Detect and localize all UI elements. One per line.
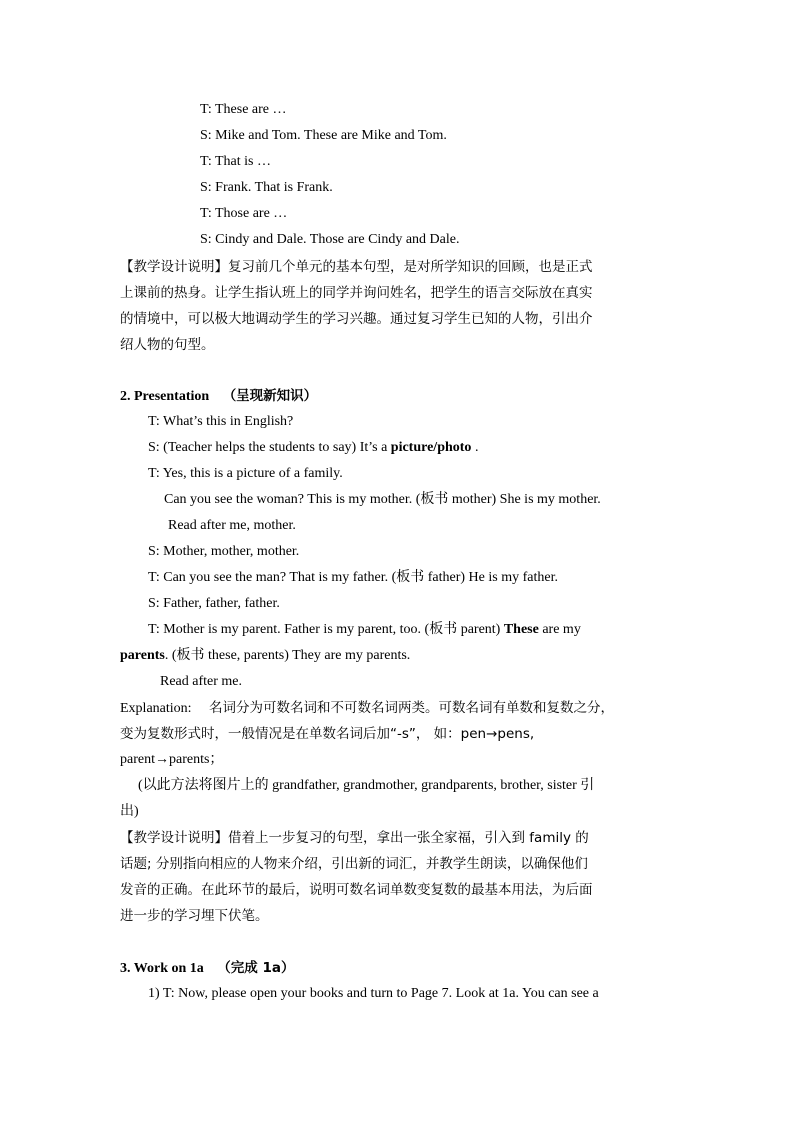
design-note-line: 发音的正确。在此环节的最后，说明可数名词单数变复数的最基本用法，为后面 xyxy=(120,882,593,898)
dialogue-line: T: Those are … xyxy=(200,206,288,221)
section-heading-text: 3. Work on 1a xyxy=(120,961,204,976)
dialogue-line: S: Cindy and Dale. Those are Cindy and Dale. xyxy=(200,232,460,247)
dialogue-text: S: (Teacher helps the students to say) It’s a xyxy=(148,440,391,455)
design-note-line: 绍人物的句型。 xyxy=(120,337,215,353)
section-heading-presentation xyxy=(120,386,317,407)
explanation-line: 变为复数形式时，一般情况是在单数名词后加“-s”， 如：pen→pens, xyxy=(120,726,535,742)
design-note-line: 【教学设计说明】借着上一步复习的句型，拿出一张全家福，引入到 family 的 xyxy=(120,830,589,846)
dialogue-line: Read after me, mother. xyxy=(168,518,296,533)
dialogue-line: T: Yes, this is a picture of a family. xyxy=(148,466,343,481)
dialogue-text: . xyxy=(471,440,479,455)
dialogue-line: T: Can you see the man? That is my father. (板书 father) He is my father. xyxy=(148,570,558,585)
dialogue-line: Can you see the woman? This is my mother. (板书 mother) She is my mother. xyxy=(164,492,601,507)
explanation-line xyxy=(120,698,614,719)
dialogue-line xyxy=(148,620,581,640)
dialogue-text: . (板书 these, parents) They are my parents. xyxy=(164,648,411,663)
dialogue-line: Read after me. xyxy=(160,674,243,689)
dialogue-line: T: What’s this in English? xyxy=(148,414,294,429)
section-heading-cn: （呈现新知识） xyxy=(222,388,318,404)
design-note-line: 【教学设计说明】复习前几个单元的基本句型，是对所学知识的回顾，也是正式 xyxy=(120,259,593,275)
dialogue-line: T: That is … xyxy=(200,154,271,169)
explanation-line: 出) xyxy=(120,804,139,819)
dialogue-line: S: Father, father, father. xyxy=(148,596,280,611)
design-note-line: 的情境中，可以极大地调动学生的学习兴趣。通过复习学生已知的人物，引出介 xyxy=(120,311,593,327)
design-note-line: 话题; 分别指向相应的人物来介绍，引出新的词汇，并教学生朗读，以确保他们 xyxy=(120,856,588,872)
dialogue-line: S: Mother, mother, mother. xyxy=(148,544,300,559)
keyword-picture-photo: picture/photo xyxy=(390,440,472,455)
dialogue-text: T: Mother is my parent. Father is my parent, too. (板书 parent) xyxy=(148,622,504,637)
dialogue-line: S: Mike and Tom. These are Mike and Tom. xyxy=(200,128,447,143)
dialogue-line: 1) T: Now, please open your books and turn to Page 7. Look at 1a. You can see a xyxy=(148,986,599,1001)
section-heading-cn: （完成 1a） xyxy=(217,960,295,976)
explanation-line: parent→parents； xyxy=(120,752,224,767)
dialogue-line xyxy=(120,646,410,666)
design-note-line: 进一步的学习埋下伏笔。 xyxy=(120,908,269,924)
dialogue-line xyxy=(148,438,478,458)
design-note-line: 上课前的热身。让学生指认班上的同学并询问姓名，把学生的语言交际放在真实 xyxy=(120,285,593,301)
dialogue-text: are my xyxy=(538,622,581,637)
keyword-parents: parents xyxy=(120,648,165,663)
dialogue-line: S: Frank. That is Frank. xyxy=(200,180,333,195)
keyword-these: These xyxy=(503,622,539,637)
explanation-label: Explanation: xyxy=(120,701,192,716)
section-heading-work-on-1a xyxy=(120,958,294,979)
explanation-line: (以此方法将图片上的 grandfather, grandmother, grandparents, brother, sister 引 xyxy=(138,778,595,793)
section-heading-text: 2. Presentation xyxy=(120,389,210,404)
explanation-text: 名词分为可数名词和不可数名词两类。可数名词有单数和复数之分， xyxy=(209,700,615,716)
dialogue-line: T: These are … xyxy=(200,102,287,117)
